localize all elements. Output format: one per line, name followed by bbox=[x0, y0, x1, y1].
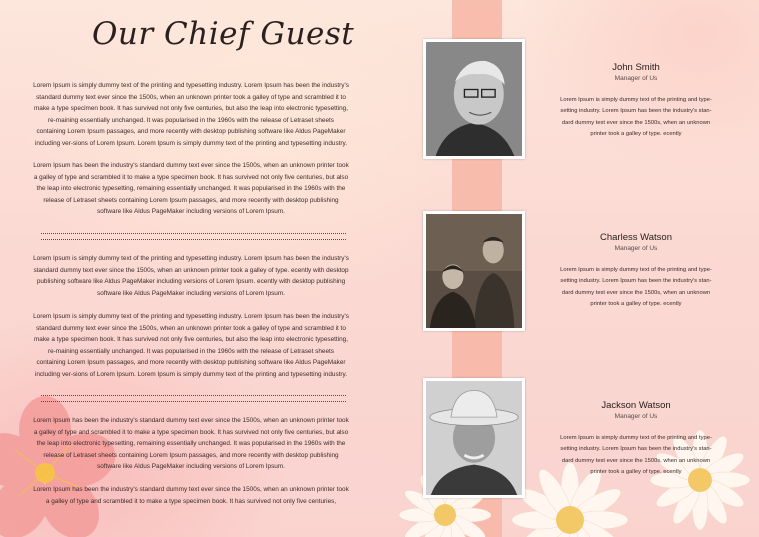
body-paragraph-4: Lorem Ipsum is simply dummy text of the printing and typesetting industry. Lorem Ipsum has been the industry's standard dummy text ever since the 1500s, when an unknown printer took a galley of type and scrambled it to make a type specimen book. It has survived not only five centuries, but also the leap into electronic typesetting, re-maining essentially unchanged. It was popularised in the 1960s with the release of Letraset sheets containing Lorem Ipsum passages, and more recently with desktop publishing software like Aldus PageMaker including ver-sions of Lorem Ipsum. Lorem Ipsum is simply dummy text of the printing and typesetting industry. bbox=[33, 313, 349, 378]
guest-role: Manager of Us bbox=[614, 75, 658, 82]
guest-name: John Smith bbox=[612, 62, 660, 73]
guest-role: Manager of Us bbox=[614, 245, 658, 252]
body-paragraph-5: Lorem Ipsum has been the industry's standard dummy text ever since the 1500s, when an unknown printer took a galley of type and scrambled it to make a type specimen book. It has survived not only five centuries, but also the leap into electronic typesetting, remaining essentially unchanged. It was popularised in the 1960s with the release of Letraset sheets containing Lorem Ipsum passages, and more recently with desktop publishing software like Aldus PageMaker including versions of Lorem Ipsum. bbox=[33, 417, 349, 471]
section-divider bbox=[41, 233, 346, 240]
body-paragraph-3: Lorem Ipsum is simply dummy text of the printing and typesetting industry. Lorem Ipsum has been the industry's standard dummy text ever since the 1500s, when an unknown printer took a galley of type. ecently with desktop publishing software like Aldus PageMaker including versions of Lorem Ipsum. ecently with desktop publishing software like Aldus PageMaker including versions of Lorem Ipsum. bbox=[33, 255, 349, 297]
page-title: Our Chief Guest bbox=[92, 16, 355, 52]
guest-description: Lorem Ipsum is simply dummy text of the printing and type-setting industry. Lorem Ipsum has been the industry's stan-dard dummy text ever since the 1500s, when an unknown printer took a galley of type. ecently bbox=[560, 435, 712, 476]
guest-card-john-smith bbox=[556, 62, 716, 141]
guest-photo-john-smith bbox=[423, 39, 525, 159]
guest-photo-jackson-watson bbox=[423, 378, 525, 498]
guest-card-charless-watson bbox=[556, 232, 716, 311]
section-divider bbox=[41, 395, 346, 402]
guest-name: Jackson Watson bbox=[601, 400, 671, 411]
body-paragraph-6: Lorem Ipsum has been the industry's standard dummy text ever since the 1500s, when an unknown printer took a galley of type and scrambled it to make a type specimen book. It has survived not only five centuries, bbox=[33, 486, 349, 505]
guest-card-jackson-watson bbox=[556, 400, 716, 479]
guest-photo-charless-watson bbox=[423, 211, 525, 331]
guest-description: Lorem Ipsum is simply dummy text of the printing and type-setting industry. Lorem Ipsum has been the industry's stan-dard dummy text ever since the 1500s, when an unknown printer took a galley of type. ecently bbox=[560, 267, 712, 308]
body-paragraph-2: Lorem Ipsum has been the industry's standard dummy text ever since the 1500s, when an unknown printer took a galley of type and scrambled it to make a type specimen book. It has survived not only five centuries, but also the leap into electronic typesetting, remaining essentially unchanged. It was popularised in the 1960s with the release of Letraset sheets containing Lorem Ipsum passages, and more recently with desktop publishing software like Aldus PageMaker including versions of Lorem Ipsum. bbox=[33, 162, 349, 216]
guest-description: Lorem Ipsum is simply dummy text of the printing and type-setting industry. Lorem Ipsum has been the industry's stan-dard dummy text ever since the 1500s, when an unknown printer took a galley of type. ecently bbox=[560, 97, 712, 138]
guest-name: Charless Watson bbox=[600, 232, 672, 243]
body-paragraph-1: Lorem Ipsum is simply dummy text of the printing and typesetting industry. Lorem Ipsum has been the industry's standard dummy text ever since the 1500s, when an unknown printer took a galley of type and scrambled it to make a type specimen book. It has survived not only five centuries, but also the leap into electronic typesetting, re-maining essentially unchanged. It was popularised in the 1960s with the release of Letraset sheets containing Lorem Ipsum passages, and more recently with desktop publishing software like Aldus PageMaker including ver-sions of Lorem Ipsum. Lorem Ipsum is simply dummy text of the printing and typesetting industry. bbox=[33, 82, 349, 147]
guest-role: Manager of Us bbox=[614, 413, 658, 420]
